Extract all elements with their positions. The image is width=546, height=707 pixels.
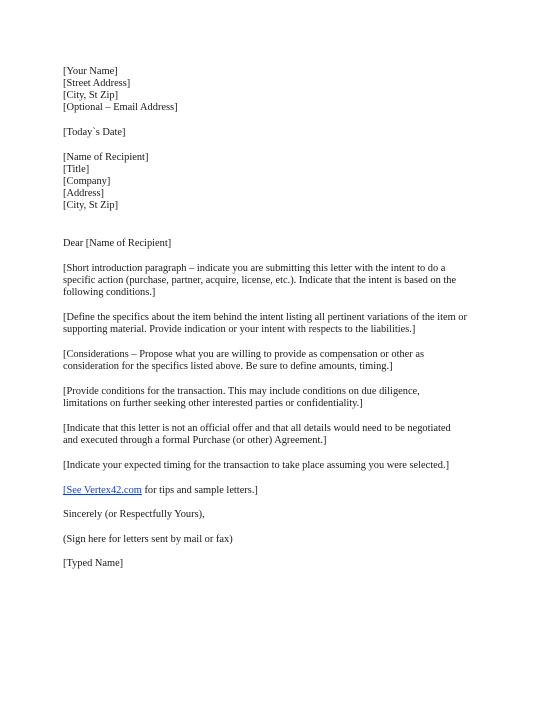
recipient-name: [Name of Recipient] [63, 152, 149, 163]
paragraph-4-line: [Provide conditions for the transaction. This may include conditions on due diligence, [63, 386, 420, 397]
paragraph-4-line: limitations on further seeking other interested parties or confidentiality.] [63, 398, 363, 409]
recipient-company: [Company] [63, 176, 111, 187]
sender-street: [Street Address] [63, 78, 131, 89]
sender-city: [City, St Zip] [63, 90, 119, 101]
salutation: Dear [Name of Recipient] [63, 238, 172, 249]
typed-name: [Typed Name] [63, 558, 124, 569]
paragraph-6-line: [Indicate your expected timing for the transaction to take place assuming you were selected.] [63, 460, 450, 471]
paragraph-5-line: [Indicate that this letter is not an official offer and that all details would need to be negotiated [63, 423, 451, 434]
sender-email: [Optional – Email Address] [63, 102, 178, 113]
paragraph-2-line: supporting material. Provide indication or your intent with respects to the liabilities.] [63, 324, 416, 335]
tips-line [63, 485, 258, 497]
paragraph-1-line: specific action (purchase, partner, acquire, license, etc.). Indicate that the intent is based on the [63, 275, 457, 286]
vertex42-link[interactable]: [See Vertex42.com [63, 485, 142, 496]
sender-name: [Your Name] [63, 66, 118, 77]
recipient-city: [City, St Zip] [63, 200, 119, 211]
paragraph-2-line: [Define the specifics about the item behind the intent listing all pertinent variations of the item or [63, 312, 467, 323]
paragraph-1-line: [Short introduction paragraph – indicate you are submitting this letter with the intent to do a [63, 263, 446, 274]
paragraph-3-line: consideration for the specifics listed above. Be sure to define amounts, timing.] [63, 361, 393, 372]
recipient-address: [Address] [63, 188, 104, 199]
paragraph-1-line: following conditions.] [63, 287, 156, 298]
letter-date: [Today`s Date] [63, 127, 126, 138]
recipient-title: [Title] [63, 164, 90, 175]
signature-note: (Sign here for letters sent by mail or fax) [63, 534, 233, 545]
tips-line-rest: for tips and sample letters.] [141, 485, 258, 496]
paragraph-5-line: and executed through a formal Purchase (or other) Agreement.] [63, 435, 327, 446]
paragraph-3-line: [Considerations – Propose what you are willing to provide as compensation or other as [63, 349, 425, 360]
closing: Sincerely (or Respectfully Yours), [63, 509, 205, 520]
